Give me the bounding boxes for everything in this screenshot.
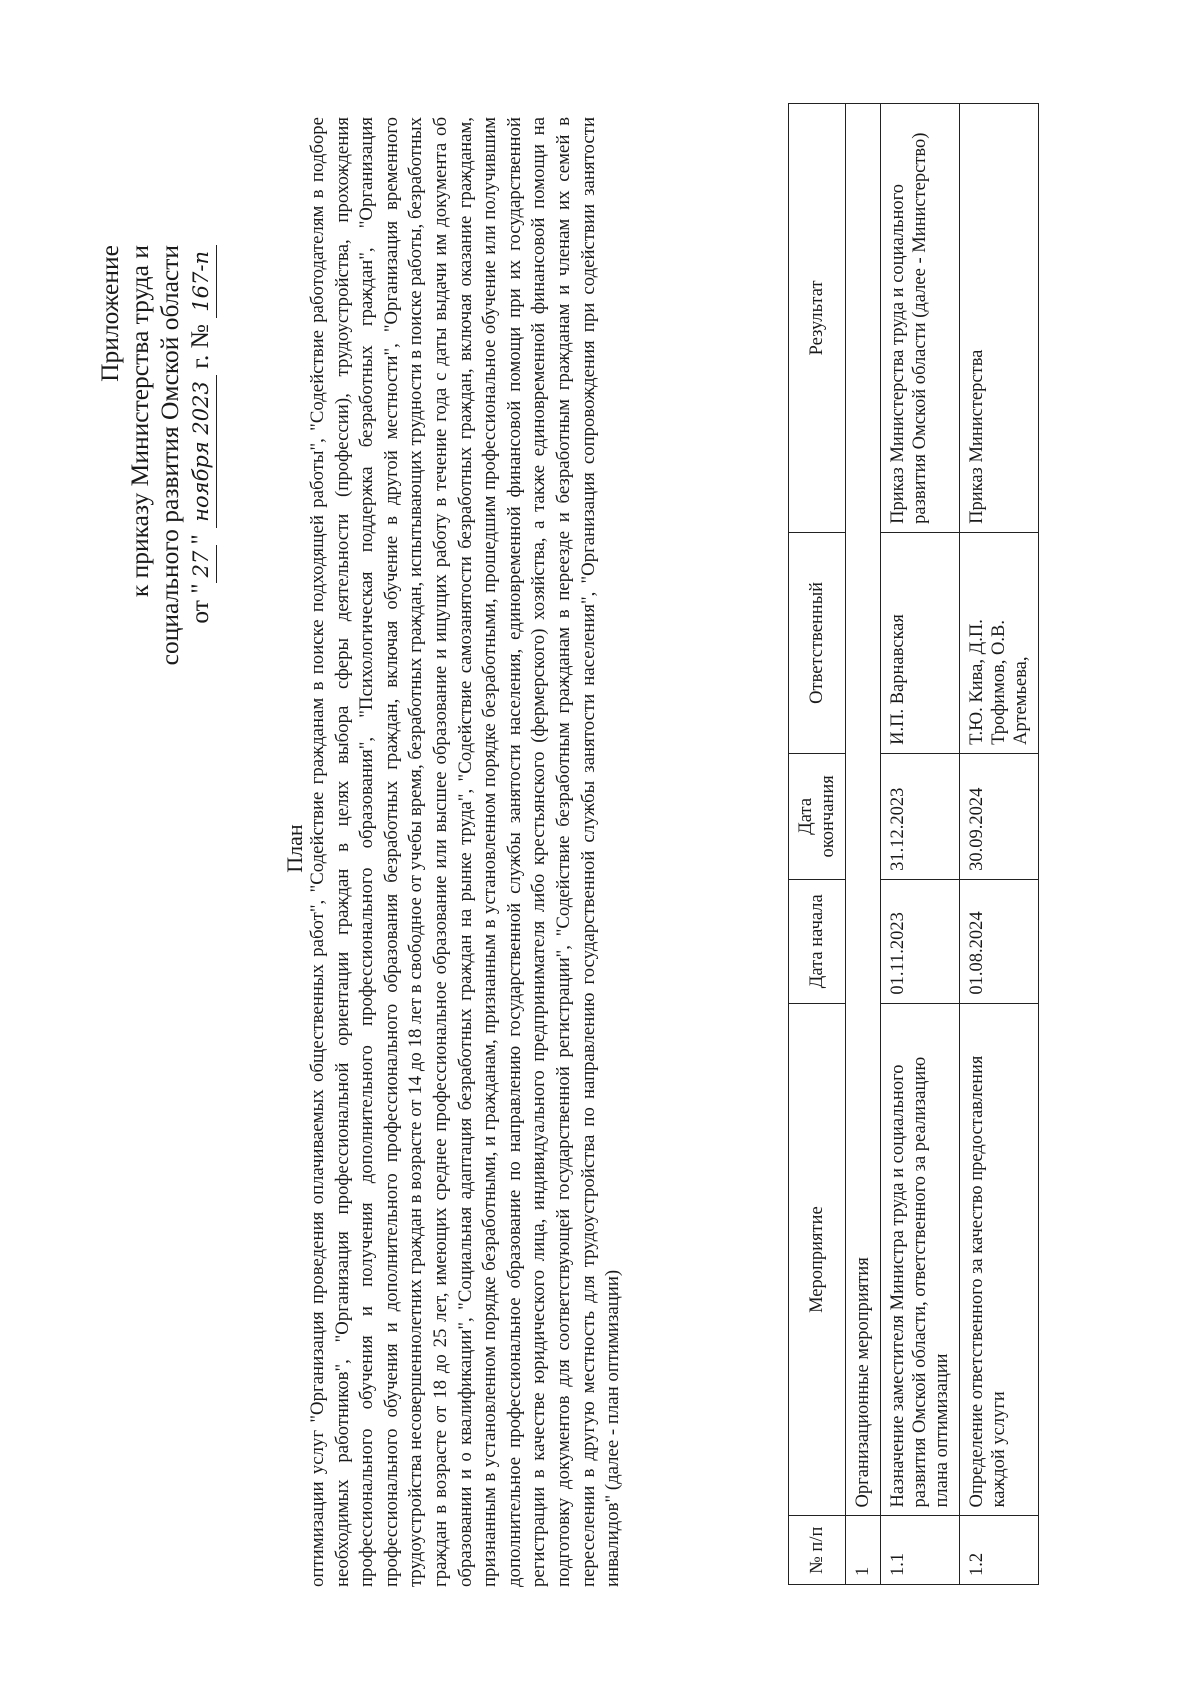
table-row	[881, 104, 960, 1585]
appendix-ministry: социального развития Омской области	[155, 245, 184, 666]
date-month-year: ноября 2023	[186, 375, 217, 528]
row-event: Определение ответственного за качество предоставления каждой услуги	[960, 1003, 1039, 1516]
plan-title: План	[282, 824, 307, 873]
table-row	[960, 104, 1039, 1585]
date-prefix: от "	[185, 583, 214, 624]
appendix-header	[95, 245, 217, 665]
header-start-date: Дата начала	[789, 879, 846, 1003]
section-title: Организационные мероприятия	[846, 104, 881, 1516]
header-event: Мероприятие	[789, 1003, 846, 1516]
plan-paragraph: оптимизации услуг "Организация проведения оплачиваемых общественных работ", "Содействие гражданам в поиске подходящей работы", "Содействие работодателям в подборе необходимых работников", "Организация профессиональной ориентации граждан в целях выбора сферы деятельности (профессии), трудоустройства, прохождения профессионального обучения и получения дополнительного профессионального образования", "Психологическая поддержка безработных граждан", "Организация профессионального обучения и дополнительного профессионального образования безработных граждан, включая обучение в другой местности", "Организация временного трудоустройства несовершеннолетних граждан в возрасте от 14 до 18 лет в свободное от учебы время, безработных граждан, испытывающих трудности в поиске работы, безработных граждан в возрасте от 18 до 25 лет, имеющих среднее профессиональное образование или высшее образование и ищущих работу в течение года с даты выдачи им документа об образовании и о квалификации", "Социальная адаптация безработных граждан на рынке труда", "Содействие самозанятости безработных граждан, включая оказание гражданам, признанным в установленном порядке безработными, и гражданам, признанным в установленном порядке безработными, прошедшим профессиональное обучение или получившим дополнительное профессиональное образование по направлению государственной службы занятости населения, единовременной финансовой помощи при их государственной регистрации в качестве юридического лица, индивидуального предпринимателя либо крестьянского (фермерского) хозяйства, а также единовременной финансовой помощи на подготовку документов для соответствующей государственной регистрации", "Содействие безработным гражданам в переезде и безработным гражданам и членам их семей в переселении в другую местность для трудоустройства по направлению государственной службы занятости населения", "Организация сопровождения при содействии занятости инвалидов" (далее - план оптимизации)	[307, 117, 624, 1587]
plan-description	[306, 117, 626, 1587]
row-num: 1.1	[881, 1516, 960, 1585]
number-label: г. №	[185, 324, 214, 369]
row-result: Приказ Министерства труда и социального развития Омской области (далее - Министерство)	[881, 104, 960, 533]
header-result: Результат	[789, 104, 846, 533]
date-day: 27	[186, 545, 217, 584]
row-num: 1.2	[960, 1516, 1039, 1585]
row-end-date: 31.12.2023	[881, 753, 960, 879]
table-header-row	[789, 104, 846, 1585]
appendix-title: Приложение	[95, 245, 124, 382]
row-responsible: Т.Ю. Кива, Д.П. Трофимов, О.В. Артемьева,	[960, 532, 1039, 753]
row-responsible: И.П. Варнавская	[881, 532, 960, 753]
row-result: Приказ Министерства	[960, 104, 1039, 533]
header-num: № п/п	[789, 1516, 846, 1585]
header-end-date: Дата окончания	[789, 753, 846, 879]
date-mid: "	[185, 534, 214, 545]
appendix-date-line	[185, 245, 217, 665]
order-number: 167-п	[186, 245, 217, 318]
table-section-row	[846, 104, 881, 1585]
row-end-date: 30.09.2024	[960, 753, 1039, 879]
plan-table	[788, 103, 1039, 1585]
header-responsible: Ответственный	[789, 532, 846, 753]
row-event: Назначение заместителя Министра труда и социального развития Омской области, ответственного за реализацию плана оптимизации	[881, 1003, 960, 1516]
row-start-date: 01.11.2023	[881, 879, 960, 1003]
appendix-order-ref: к приказу Министерства труда и	[125, 245, 154, 598]
section-num: 1	[846, 1516, 881, 1585]
row-start-date: 01.08.2024	[960, 879, 1039, 1003]
